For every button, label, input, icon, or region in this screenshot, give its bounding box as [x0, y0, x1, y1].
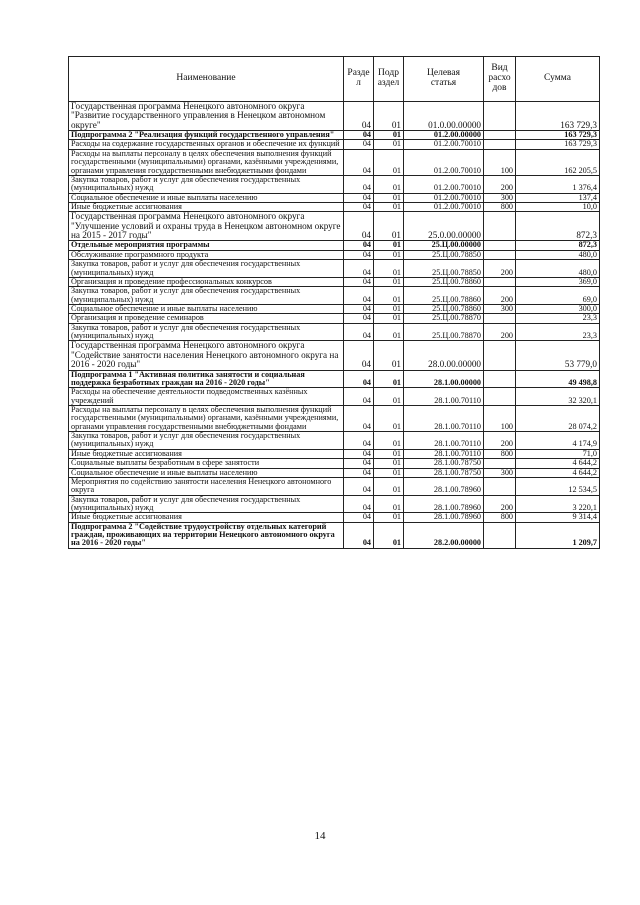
cell-vid: 200	[484, 287, 516, 305]
cell-razdel: 04	[344, 314, 374, 323]
cell-name: Государственная программа Ненецкого автономного округа "Содействие занятости населения Ненецкого автономного округа на 2016 - 2020 годы"	[69, 341, 344, 370]
cell-name: Иные бюджетные ассигнования	[69, 203, 344, 212]
cell-podrazdel: 01	[374, 314, 404, 323]
cell-vid: 200	[484, 175, 516, 193]
cell-podrazdel: 01	[374, 477, 404, 495]
cell-vid: 100	[484, 406, 516, 432]
cell-target: 28.1.00.78750	[404, 468, 484, 477]
cell-vid: 200	[484, 260, 516, 278]
cell-name: Государственная программа Ненецкого автономного округа "Улучшение условий и охраны труда в Ненецком автономном округе на 2015 - 2017 годы"	[69, 212, 344, 241]
cell-podrazdel: 01	[374, 522, 404, 548]
cell-target: 28.1.00.78960	[404, 495, 484, 513]
cell-razdel: 04	[344, 212, 374, 241]
cell-target: 28.1.00.78750	[404, 459, 484, 468]
cell-name: Организация и проведение семинаров	[69, 314, 344, 323]
cell-target: 28.1.00.70110	[404, 432, 484, 450]
table-row	[69, 102, 600, 131]
cell-target: 01.2.00.00000	[404, 131, 484, 140]
cell-razdel: 04	[344, 495, 374, 513]
cell-sum: 12 534,5	[516, 477, 600, 495]
cell-podrazdel: 01	[374, 131, 404, 140]
cell-razdel: 04	[344, 341, 374, 370]
cell-target: 28.1.00.78960	[404, 477, 484, 495]
cell-vid: 100	[484, 149, 516, 175]
cell-target: 25.Ц.00.78860	[404, 287, 484, 305]
cell-target: 25.Ц.00.00000	[404, 241, 484, 250]
cell-razdel: 04	[344, 305, 374, 314]
cell-target: 28.0.00.00000	[404, 341, 484, 370]
cell-razdel: 04	[344, 140, 374, 149]
cell-target: 01.2.00.70010	[404, 149, 484, 175]
cell-sum: 4 644,2	[516, 459, 600, 468]
cell-name: Закупка товаров, работ и услуг для обеспечения государственных (муниципальных) нужд	[69, 260, 344, 278]
table-row	[69, 323, 600, 341]
cell-target: 28.2.00.00000	[404, 522, 484, 548]
table-row	[69, 432, 600, 450]
cell-sum: 162 205,5	[516, 149, 600, 175]
cell-sum: 49 498,8	[516, 370, 600, 388]
cell-razdel: 04	[344, 468, 374, 477]
cell-razdel: 04	[344, 260, 374, 278]
cell-podrazdel: 01	[374, 250, 404, 259]
table-row	[69, 149, 600, 175]
cell-razdel: 04	[344, 287, 374, 305]
table-row	[69, 212, 600, 241]
cell-razdel: 04	[344, 477, 374, 495]
table-row	[69, 406, 600, 432]
header-name: Наименование	[69, 57, 344, 102]
cell-name: Государственная программа Ненецкого автономного округа "Развитие государственного управления в Ненецком автономном округе"	[69, 102, 344, 131]
cell-target: 01.2.00.70010	[404, 140, 484, 149]
table-row	[69, 459, 600, 468]
table-body	[69, 102, 600, 549]
cell-podrazdel: 01	[374, 449, 404, 458]
cell-sum: 71,0	[516, 449, 600, 458]
cell-razdel: 04	[344, 522, 374, 548]
cell-vid: 300	[484, 193, 516, 202]
cell-name: Иные бюджетные ассигнования	[69, 513, 344, 522]
cell-razdel: 04	[344, 370, 374, 388]
header-razdel: Разде л	[344, 57, 374, 102]
cell-target: 25.Ц.00.78850	[404, 250, 484, 259]
cell-sum: 53 779,0	[516, 341, 600, 370]
cell-vid	[484, 314, 516, 323]
cell-vid	[484, 212, 516, 241]
header-target: Целевая статья	[404, 57, 484, 102]
table-row	[69, 314, 600, 323]
cell-sum: 137,4	[516, 193, 600, 202]
cell-sum: 163 729,3	[516, 140, 600, 149]
cell-podrazdel: 01	[374, 102, 404, 131]
cell-razdel: 04	[344, 250, 374, 259]
cell-vid	[484, 522, 516, 548]
cell-podrazdel: 01	[374, 341, 404, 370]
cell-razdel: 04	[344, 175, 374, 193]
cell-razdel: 04	[344, 203, 374, 212]
cell-podrazdel: 01	[374, 203, 404, 212]
cell-vid: 200	[484, 323, 516, 341]
header-vid: Вид расхо дов	[484, 57, 516, 102]
cell-vid	[484, 140, 516, 149]
cell-name: Расходы на выплаты персоналу в целях обеспечения выполнения функций государственными (муниципальными) органами, казёнными учреждениями, органами управления государственными внебюджетными фондами	[69, 149, 344, 175]
cell-name: Подпрограмма 2 "Содействие трудоустройству отдельных категорий граждан, проживающих на территории Ненецкого автономного округа на 2016 - 2020 годы"	[69, 522, 344, 548]
table-row	[69, 175, 600, 193]
cell-name: Мероприятия по содействию занятости населения Ненецкого автономного округа	[69, 477, 344, 495]
cell-razdel: 04	[344, 459, 374, 468]
cell-target: 28.1.00.00000	[404, 370, 484, 388]
cell-vid	[484, 341, 516, 370]
cell-vid	[484, 241, 516, 250]
cell-vid: 300	[484, 305, 516, 314]
cell-razdel: 04	[344, 449, 374, 458]
table-row	[69, 287, 600, 305]
cell-name: Социальное обеспечение и иные выплаты населению	[69, 305, 344, 314]
cell-name: Социальные выплаты безработным в сфере занятости	[69, 459, 344, 468]
cell-razdel: 04	[344, 323, 374, 341]
table-row	[69, 260, 600, 278]
cell-name: Отдельные мероприятия программы	[69, 241, 344, 250]
cell-name: Подпрограмма 2 "Реализация функций государственного управления"	[69, 131, 344, 140]
cell-sum: 1 209,7	[516, 522, 600, 548]
budget-table-sheet	[68, 56, 599, 549]
cell-podrazdel: 01	[374, 175, 404, 193]
cell-vid	[484, 477, 516, 495]
table-row	[69, 370, 600, 388]
table-row	[69, 388, 600, 406]
cell-podrazdel: 01	[374, 495, 404, 513]
cell-razdel: 04	[344, 513, 374, 522]
cell-razdel: 04	[344, 406, 374, 432]
cell-podrazdel: 01	[374, 406, 404, 432]
cell-sum: 369,0	[516, 277, 600, 286]
cell-target: 01.0.00.00000	[404, 102, 484, 131]
cell-vid	[484, 277, 516, 286]
cell-name: Расходы на содержание государственных органов и обеспечение их функций	[69, 140, 344, 149]
cell-target: 28.1.00.70110	[404, 406, 484, 432]
cell-name: Закупка товаров, работ и услуг для обеспечения государственных (муниципальных) нужд	[69, 287, 344, 305]
cell-target: 25.Ц.00.78860	[404, 277, 484, 286]
cell-razdel: 04	[344, 388, 374, 406]
header-podrazdel: Подр аздел	[374, 57, 404, 102]
cell-target: 01.2.00.70010	[404, 203, 484, 212]
cell-name: Закупка товаров, работ и услуг для обеспечения государственных (муниципальных) нужд	[69, 432, 344, 450]
cell-podrazdel: 01	[374, 149, 404, 175]
cell-target: 28.1.00.70110	[404, 449, 484, 458]
cell-podrazdel: 01	[374, 370, 404, 388]
table-row	[69, 140, 600, 149]
cell-name: Закупка товаров, работ и услуг для обеспечения государственных (муниципальных) нужд	[69, 323, 344, 341]
cell-vid	[484, 102, 516, 131]
cell-vid	[484, 388, 516, 406]
cell-sum: 69,0	[516, 287, 600, 305]
cell-sum: 300,0	[516, 305, 600, 314]
cell-target: 01.2.00.70010	[404, 175, 484, 193]
cell-name: Обслуживание программного продукта	[69, 250, 344, 259]
cell-sum: 480,0	[516, 260, 600, 278]
cell-target: 01.2.00.70010	[404, 193, 484, 202]
cell-vid	[484, 131, 516, 140]
cell-sum: 23,3	[516, 323, 600, 341]
cell-sum: 23,3	[516, 314, 600, 323]
cell-name: Закупка товаров, работ и услуг для обеспечения государственных (муниципальных) нужд	[69, 495, 344, 513]
cell-razdel: 04	[344, 131, 374, 140]
cell-podrazdel: 01	[374, 241, 404, 250]
cell-vid: 800	[484, 449, 516, 458]
cell-podrazdel: 01	[374, 260, 404, 278]
cell-vid	[484, 250, 516, 259]
cell-sum: 4 644,2	[516, 468, 600, 477]
cell-name: Организация и проведение профессиональных конкурсов	[69, 277, 344, 286]
cell-vid: 300	[484, 468, 516, 477]
cell-razdel: 04	[344, 432, 374, 450]
page-number: 14	[314, 830, 326, 842]
cell-name: Закупка товаров, работ и услуг для обеспечения государственных (муниципальных) нужд	[69, 175, 344, 193]
cell-razdel: 04	[344, 149, 374, 175]
cell-vid	[484, 370, 516, 388]
cell-sum: 32 320,1	[516, 388, 600, 406]
cell-sum: 4 174,9	[516, 432, 600, 450]
cell-razdel: 04	[344, 193, 374, 202]
cell-sum: 480,0	[516, 250, 600, 259]
budget-table	[68, 56, 600, 549]
cell-vid: 200	[484, 495, 516, 513]
cell-podrazdel: 01	[374, 140, 404, 149]
cell-target: 28.1.00.70110	[404, 388, 484, 406]
cell-podrazdel: 01	[374, 287, 404, 305]
cell-podrazdel: 01	[374, 193, 404, 202]
cell-vid	[484, 459, 516, 468]
cell-target: 25.Ц.00.78850	[404, 260, 484, 278]
cell-sum: 1 376,4	[516, 175, 600, 193]
cell-podrazdel: 01	[374, 212, 404, 241]
cell-podrazdel: 01	[374, 432, 404, 450]
cell-razdel: 04	[344, 277, 374, 286]
cell-sum: 10,0	[516, 203, 600, 212]
cell-podrazdel: 01	[374, 305, 404, 314]
cell-podrazdel: 01	[374, 277, 404, 286]
table-row	[69, 495, 600, 513]
table-row	[69, 241, 600, 250]
cell-target: 25.0.00.00000	[404, 212, 484, 241]
table-header-row	[69, 57, 600, 102]
table-row	[69, 468, 600, 477]
cell-sum: 872,3	[516, 241, 600, 250]
cell-podrazdel: 01	[374, 459, 404, 468]
header-sum: Сумма	[516, 57, 600, 102]
cell-name: Социальное обеспечение и иные выплаты населению	[69, 468, 344, 477]
cell-podrazdel: 01	[374, 513, 404, 522]
cell-vid: 200	[484, 432, 516, 450]
table-row	[69, 477, 600, 495]
cell-sum: 163 729,3	[516, 102, 600, 131]
cell-name: Расходы на обеспечение деятельности подведомственных казённых учреждений	[69, 388, 344, 406]
cell-name: Иные бюджетные ассигнования	[69, 449, 344, 458]
cell-target: 28.1.00.78960	[404, 513, 484, 522]
cell-vid: 800	[484, 513, 516, 522]
cell-razdel: 04	[344, 102, 374, 131]
cell-name: Расходы на выплаты персоналу в целях обеспечения выполнения функций государственными (муниципальными) органами, казёнными учреждениями, органами управления государственными внебюджетными фондами	[69, 406, 344, 432]
cell-name: Подпрограмма 1 "Активная политика занятости и социальная поддержка безработных граждан на 2016 - 2020 годы"	[69, 370, 344, 388]
cell-target: 25.Ц.00.78870	[404, 323, 484, 341]
cell-vid: 800	[484, 203, 516, 212]
cell-podrazdel: 01	[374, 323, 404, 341]
cell-sum: 3 220,1	[516, 495, 600, 513]
table-row	[69, 513, 600, 522]
cell-sum: 28 074,2	[516, 406, 600, 432]
cell-target: 25.Ц.00.78860	[404, 305, 484, 314]
cell-name: Социальное обеспечение и иные выплаты населению	[69, 193, 344, 202]
cell-razdel: 04	[344, 241, 374, 250]
cell-sum: 163 729,3	[516, 131, 600, 140]
cell-podrazdel: 01	[374, 468, 404, 477]
table-row	[69, 522, 600, 548]
cell-target: 25.Ц.00.78870	[404, 314, 484, 323]
cell-podrazdel: 01	[374, 388, 404, 406]
cell-sum: 872,3	[516, 212, 600, 241]
cell-sum: 9 314,4	[516, 513, 600, 522]
table-row	[69, 341, 600, 370]
